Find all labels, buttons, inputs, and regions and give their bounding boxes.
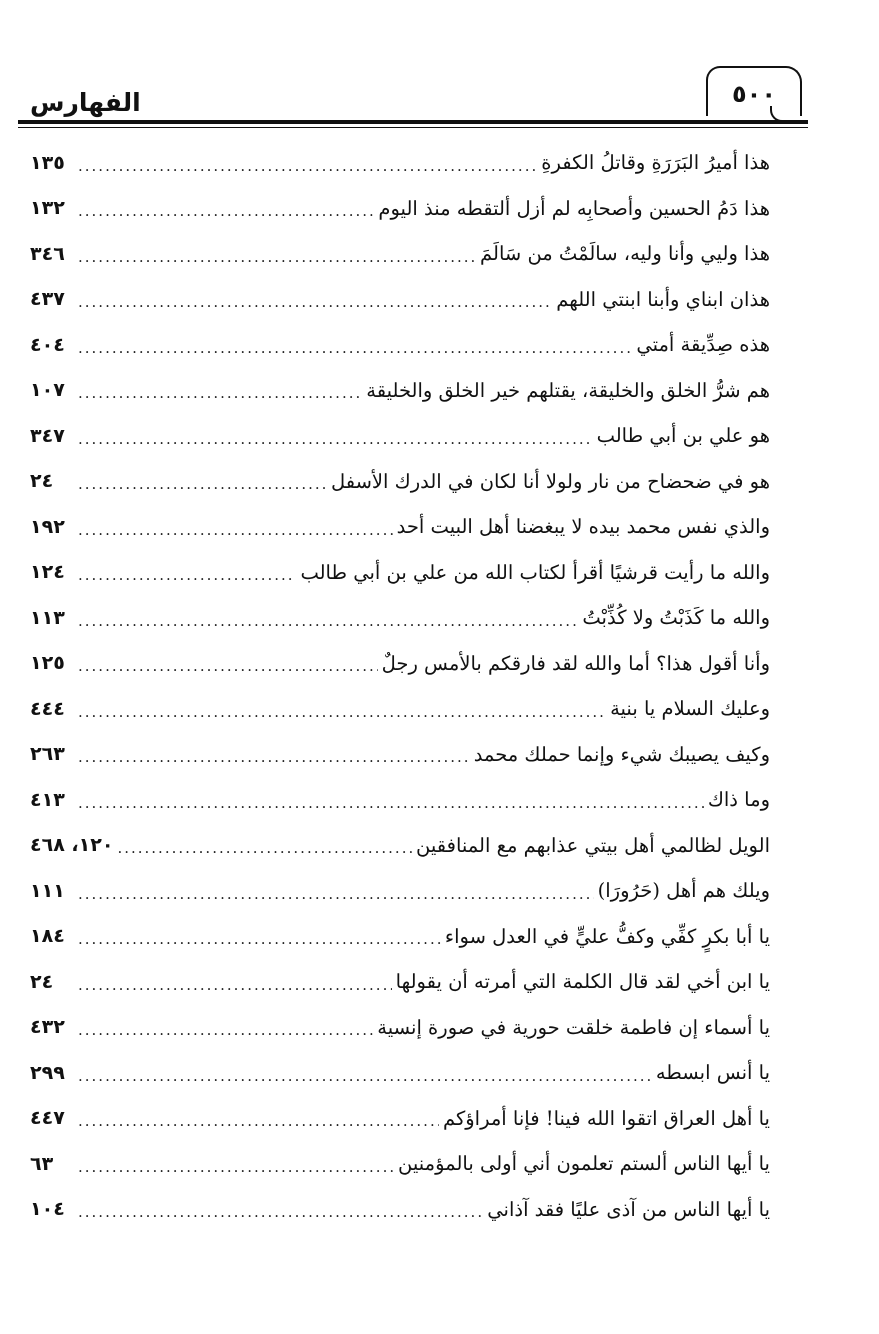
dot-leader bbox=[78, 885, 594, 903]
entry-page-numbers: ١١٣ bbox=[30, 606, 65, 629]
entry-text: هو علي بن أبي طالب bbox=[596, 424, 770, 448]
entry-page-numbers: ٤٤٧ bbox=[30, 1107, 65, 1130]
entry-page-numbers: ٣٤٧ bbox=[30, 424, 65, 447]
entry-text: والذي نفس محمد بيده لا يبغضنا أهل البيت أحد bbox=[396, 515, 770, 539]
entry-text: يا أبا بكرٍ كفِّي وكفُّ عليٍّ في العدل سواء bbox=[444, 924, 770, 948]
index-entry bbox=[30, 1141, 770, 1187]
dot-leader bbox=[78, 1203, 483, 1221]
index-entry bbox=[30, 732, 770, 778]
index-entry bbox=[30, 959, 770, 1005]
entry-text: والله ما كَذَبْتُ ولا كُذِّبْتُ bbox=[582, 606, 770, 630]
entry-page-numbers: ١١١ bbox=[30, 879, 65, 902]
dot-leader bbox=[78, 248, 476, 266]
entry-text: هذا أميرُ البَرَرَةِ وقاتلُ الكفرةِ bbox=[541, 151, 770, 175]
entry-page-numbers: ١٩٢ bbox=[30, 515, 65, 538]
index-entry bbox=[30, 413, 770, 459]
index-entry bbox=[30, 868, 770, 914]
dot-leader bbox=[78, 384, 362, 402]
entry-page-numbers: ٤٤٤ bbox=[30, 697, 65, 720]
index-list bbox=[30, 140, 770, 1232]
entry-text: وما ذاك bbox=[707, 788, 770, 812]
index-entry bbox=[30, 641, 770, 687]
index-entry bbox=[30, 231, 770, 277]
index-entry bbox=[30, 186, 770, 232]
section-title: الفهارس bbox=[30, 88, 141, 117]
dot-leader bbox=[117, 839, 412, 857]
index-entry bbox=[30, 140, 770, 186]
entry-page-numbers: ١٢٤ bbox=[30, 561, 65, 584]
index-entry bbox=[30, 277, 770, 323]
index-entry bbox=[30, 914, 770, 960]
entry-text: يا أيها الناس من آذى عليًا فقد آذاني bbox=[487, 1197, 770, 1221]
entry-text: هم شرُّ الخلق والخليقة، يقتلهم خير الخلق والخليقة bbox=[366, 378, 770, 402]
dot-leader bbox=[78, 748, 470, 766]
entry-text: هذان ابناي وأبنا ابنتي اللهم bbox=[556, 287, 770, 311]
dot-leader bbox=[78, 202, 374, 220]
index-entry bbox=[30, 823, 770, 869]
index-entry bbox=[30, 550, 770, 596]
entry-page-numbers: ١٢٠، ٤٦٨ bbox=[30, 834, 114, 857]
index-entry bbox=[30, 322, 770, 368]
entry-text: يا أهل العراق اتقوا الله فينا! فإنا أمراؤكم bbox=[443, 1106, 770, 1130]
dot-leader bbox=[78, 475, 327, 493]
index-entry bbox=[30, 368, 770, 414]
entry-page-numbers: ١٣٢ bbox=[30, 197, 65, 220]
entry-page-numbers: ١٠٧ bbox=[30, 379, 65, 402]
entry-page-numbers: ٢٤ bbox=[30, 970, 54, 993]
entry-page-numbers: ٦٣ bbox=[30, 1152, 54, 1175]
index-entry bbox=[30, 1005, 770, 1051]
dot-leader bbox=[78, 521, 393, 539]
entry-page-numbers: ٤٠٤ bbox=[30, 333, 65, 356]
dot-leader bbox=[78, 157, 537, 175]
entry-text: وكيف يصيبك شيء وإنما حملك محمد bbox=[473, 742, 770, 766]
index-entry bbox=[30, 777, 770, 823]
entry-page-numbers: ١٢٥ bbox=[30, 652, 65, 675]
index-entry bbox=[30, 1096, 770, 1142]
entry-text: هذا دَمُ الحسين وأصحابِه لم أزل ألتقطه منذ اليوم bbox=[378, 196, 770, 220]
entry-text: ويلك هم أهل (حَرُورَا) bbox=[597, 879, 770, 903]
header-rule-thick bbox=[18, 120, 808, 124]
dot-leader bbox=[78, 794, 704, 812]
dot-leader bbox=[78, 430, 593, 448]
entry-page-numbers: ٢٤ bbox=[30, 470, 54, 493]
dot-leader bbox=[78, 1158, 394, 1176]
entry-text: والله ما رأيت قرشيًا أقرأ لكتاب الله من علي بن أبي طالب bbox=[300, 560, 770, 584]
entry-page-numbers: ٣٤٦ bbox=[30, 242, 65, 265]
entry-text: يا أيها الناس ألستم تعلمون أني أولى بالمؤمنين bbox=[398, 1152, 770, 1176]
entry-text: وعليك السلام يا بنية bbox=[610, 697, 770, 721]
index-entry bbox=[30, 1050, 770, 1096]
index-entry bbox=[30, 595, 770, 641]
dot-leader bbox=[78, 1112, 439, 1130]
dot-leader bbox=[78, 293, 552, 311]
entry-page-numbers: ١٠٤ bbox=[30, 1198, 65, 1221]
index-entry bbox=[30, 504, 770, 550]
entry-page-numbers: ١٨٤ bbox=[30, 925, 65, 948]
page-number: ٥٠٠ bbox=[732, 80, 776, 108]
dot-leader bbox=[78, 976, 392, 994]
entry-text: هذا وليي وأنا وليه، سالَمْتُ من سَالَمَ bbox=[480, 242, 770, 266]
entry-text: يا ابن أخي لقد قال الكلمة التي أمرته أن يقولها bbox=[395, 970, 770, 994]
entry-page-numbers: ٤٣٧ bbox=[30, 288, 65, 311]
entry-text: وأنا أقول هذا؟ أما والله لقد فارقكم بالأمس رجلٌ bbox=[381, 651, 770, 675]
header-rule-thin bbox=[18, 127, 808, 128]
entry-text: يا أنس ابسطه bbox=[655, 1061, 770, 1085]
entry-page-numbers: ٢٩٩ bbox=[30, 1061, 65, 1084]
entry-text: هذه صِدِّيقة أمتي bbox=[636, 333, 770, 357]
index-entry bbox=[30, 686, 770, 732]
entry-page-numbers: ٤٣٢ bbox=[30, 1016, 65, 1039]
dot-leader bbox=[78, 339, 632, 357]
entry-text: يا أسماء إن فاطمة خلقت حورية في صورة إنسية bbox=[377, 1015, 770, 1039]
entry-text: الويل لظالمي أهل بيتي عذابهم مع المنافقين bbox=[416, 833, 770, 857]
dot-leader bbox=[78, 612, 578, 630]
entry-page-numbers: ١٣٥ bbox=[30, 151, 65, 174]
page-header bbox=[18, 58, 808, 130]
index-entry bbox=[30, 459, 770, 505]
entry-text: هو في ضحضاح من نار ولولا أنا لكان في الدرك الأسفل bbox=[330, 469, 770, 493]
index-entry bbox=[30, 1187, 770, 1233]
dot-leader bbox=[78, 703, 606, 721]
dot-leader bbox=[78, 930, 441, 948]
entry-page-numbers: ٤١٣ bbox=[30, 788, 65, 811]
dot-leader bbox=[78, 1021, 373, 1039]
dot-leader bbox=[78, 566, 296, 584]
dot-leader bbox=[78, 1067, 652, 1085]
dot-leader bbox=[78, 657, 378, 675]
entry-page-numbers: ٢٦٣ bbox=[30, 743, 65, 766]
